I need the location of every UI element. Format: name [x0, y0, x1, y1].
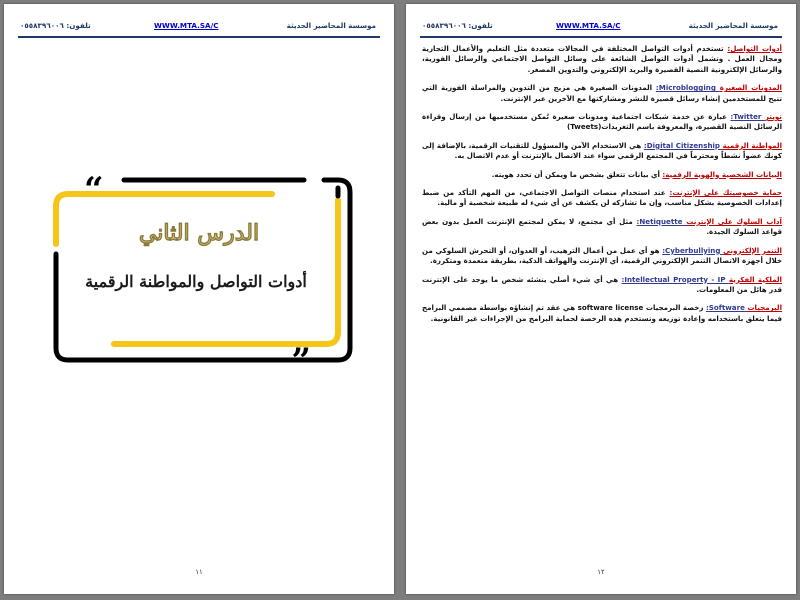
lesson-title: الدرس الثاني: [138, 220, 260, 246]
page-number: ١٢: [597, 568, 605, 576]
entry-term: البرمجيات: [747, 303, 783, 313]
header-phone: تلفون: ٠٥٥٨٣٩٦٠٠٦: [20, 21, 91, 30]
glossary-entry: [422, 83, 782, 104]
entry-term: حماية خصوصيتك على الإنترنت:: [669, 188, 782, 198]
entry-definition: المدونات الصغيرة هي مزيج من التدوين والمراسلة الفورية التي تتيح للمستخدمين إنشاء رسائل قصيرة للنشر ومشاركتها مع الآخرين عبر الإنترنت.: [422, 83, 782, 103]
entry-term: أدوات التواصل:: [727, 44, 782, 53]
entry-definition: رخصة البرمجيات software license هي عقد تم إنشاؤه بواسطة مصممي البرامج فيما يتعلق باستخدامه وإعادة توزيعه وتستخدم هذه الرخصة لحماية البرامج من الإجراءات غير القانونية.: [422, 303, 782, 323]
header-phone: تلفون: ٠٥٥٨٣٩٦٠٠٦: [422, 21, 493, 30]
glossary-entry: [422, 217, 782, 238]
entry-definition: هي الاستخدام الآمن والمسؤول للتقنيات الرقمية، بالإضافة إلى كونك عضواً نشطاً ومحترماً في المجتمع الرقمي سواء عند الاتصال بالإنترنت أو عدم الاتصال به.: [422, 140, 782, 161]
glossary-entry: [422, 112, 782, 133]
decorative-frame-graphic: [4, 4, 394, 594]
entry-definition: أي بيانات تتعلق بشخص ما ويمكن أن تحدد هويته.: [491, 169, 663, 179]
entry-term: آداب السلوك على الإنترنت: [686, 216, 782, 226]
entry-term-en: Software:: [705, 303, 748, 313]
entry-term-en: Digital Citizenship:: [643, 140, 723, 150]
glossary-entry: [422, 141, 782, 162]
glossary-entry: [422, 275, 782, 296]
entry-term-en: Microblogging:: [655, 83, 720, 93]
close-quote-mark: „: [292, 322, 312, 362]
glossary-entry: [422, 188, 782, 209]
entry-term-en: Netiquette:: [636, 216, 687, 226]
glossary-entry: [422, 170, 782, 180]
page-header: [420, 18, 782, 38]
cover-frame: [4, 4, 394, 594]
header-website-link[interactable]: WWW.MTA.SA/C: [556, 21, 621, 30]
page-number: ١١: [195, 568, 203, 576]
entry-term-en: Intellectual Property - IP:: [621, 274, 729, 284]
entry-term: البيانات الشخصية والهوية الرقمية:: [662, 169, 782, 179]
open-quote-mark: “: [84, 170, 104, 210]
page-left: [4, 4, 394, 594]
entry-definition: عبارة عن خدمة شبكات اجتماعية ومدونات صغيرة تُمكن مستخدميها من إرسال وقراءة الرسائل النصية القصيرة، والمعروفة باسم التغريدات(Tweets): [422, 112, 782, 132]
glossary-list: [422, 44, 782, 332]
header-website-link[interactable]: WWW.MTA.SA/C: [154, 21, 219, 30]
entry-definition: عند استخدام منصات التواصل الاجتماعي، من المهم التأكد من ضبط إعدادات الخصوصية بشكل مناسب، وإن ما تشاركه لن يكشف عن أي شيء له طبيعة شخصية أو مالية.: [422, 188, 782, 208]
entry-definition: تستخدم أدوات التواصل المختلفة في المجالات متعددة مثل التعليم والأعمال التجارية ومجال العمل . وتشمل أدوات التواصل الشائعة على وسائل التواصل الاجتماعي والرسائل الفورية، والرسائل الإلكترونية النصية القصيرة والبريد الإلكتروني والتدوين المصغر.: [422, 44, 782, 74]
page-right: [406, 4, 796, 594]
entry-definition: مثل أي مجتمع، لا يمكن لمجتمع الإنترنت العمل بدون بعض قواعد السلوك الجيدة.: [422, 216, 782, 237]
header-organization: موسسة المحاضير الحديثة: [688, 21, 778, 30]
entry-term-en: Cyberbullying:: [662, 245, 724, 255]
glossary-entry: [422, 246, 782, 267]
entry-term: الملكية الفكرية: [728, 274, 782, 284]
glossary-entry: [422, 44, 782, 75]
entry-definition: هي أي شيء أصلي ينشئه شخص ما يوجد على الإنترنت قدر هائل من المعلومات.: [422, 274, 782, 294]
entry-term: التنمر الإلكتروني: [723, 245, 782, 255]
entry-term: المدونات الصغيرة: [719, 83, 782, 93]
entry-term-en: Twitter:: [730, 112, 765, 122]
lesson-subtitle: أدوات التواصل والمواطنة الرقمية: [85, 272, 307, 291]
entry-term: المواطنة الرقمية: [722, 140, 783, 150]
header-organization: موسسة المحاضير الحديثة: [286, 21, 376, 30]
glossary-entry: [422, 303, 782, 324]
entry-definition: هو أي عمل من أعمال الترهيب، أو العدوان، أو التحرش السلوكي من خلال أجهزة الاتصال التنمر الإلكتروني الرقمية، أي الإنترنت والهواتف الذكية، بطريقة متعمدة ومتكررة.: [422, 245, 782, 266]
entry-term: تويتر: [764, 112, 782, 122]
